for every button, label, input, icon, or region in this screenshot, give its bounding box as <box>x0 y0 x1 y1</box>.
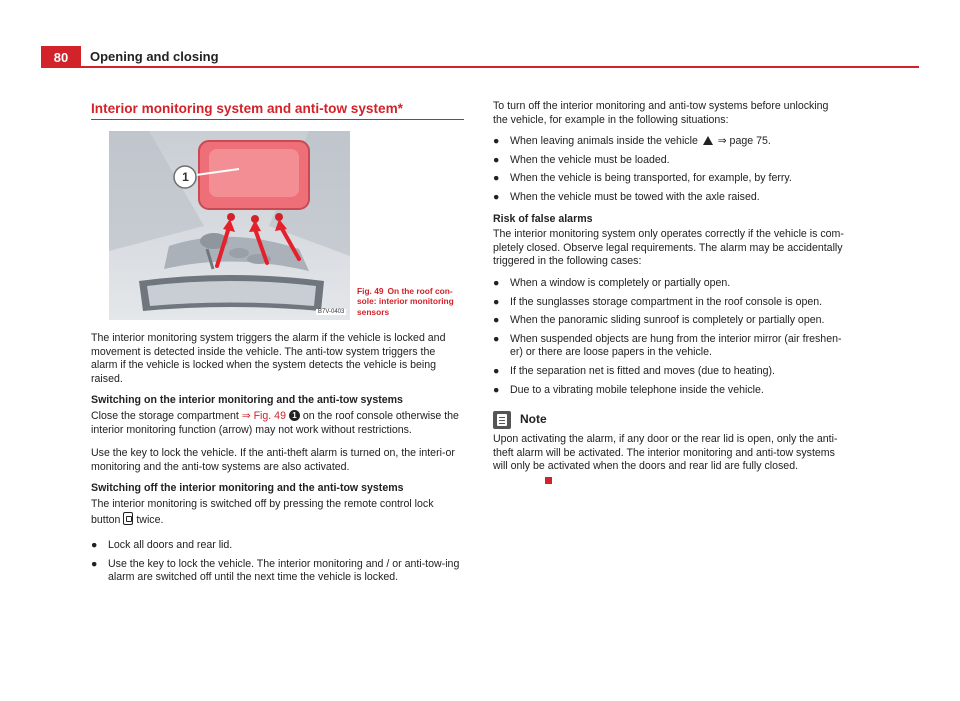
chapter-title: Opening and closing <box>90 49 219 64</box>
list-item <box>493 277 845 291</box>
text-span: The interior monitoring is switched off by pressing the remote control lock button <box>91 497 434 526</box>
list-item <box>91 539 464 553</box>
intro-paragraph: The interior monitoring system triggers the alarm if the vehicle is locked and movement is detected inside the vehicle. The anti-tow system triggers the alarm if the vehicle is locked when the system detects the vehicle is being raised. <box>91 332 446 385</box>
left-column <box>91 332 464 590</box>
right-column <box>493 100 845 495</box>
section-rule <box>91 119 464 120</box>
bullet-dot: ● <box>493 172 500 185</box>
note-text: Upon activating the alarm, if any door or the rear lid is open, only the anti-theft alarm will be activated. The interior monitoring and anti-tow systems will only be activated when the doors and rear lid are fully closed. <box>493 433 838 473</box>
page-number: 80 <box>41 46 81 68</box>
roof-console-illustration <box>109 131 350 320</box>
note-paragraph <box>493 433 845 487</box>
bullet-dot: ● <box>91 539 98 552</box>
bullet-dot: ● <box>91 557 98 570</box>
right-intro: To turn off the interior monitoring and anti-tow systems before unlocking the vehicle, for example in the following situations: <box>493 100 829 126</box>
figure-link[interactable]: ⇒ Fig. 49 <box>241 409 286 422</box>
text-span: twice. <box>133 513 164 526</box>
section-title: Interior monitoring system and anti-tow system* <box>91 101 403 116</box>
lock-button-icon <box>123 512 133 525</box>
list-item-text: When the vehicle must be loaded. <box>510 153 670 166</box>
note-icon <box>493 411 511 429</box>
switch-off-heading: Switching off the interior monitoring and the anti-tow systems <box>91 482 404 495</box>
list-item-text: When the panoramic sliding sunroof is completely or partially open. <box>510 314 825 327</box>
switch-on-heading: Switching on the interior monitoring and the anti-tow systems <box>91 394 403 407</box>
bullet-dot: ● <box>493 332 500 345</box>
switch-on-paragraph-1 <box>91 410 464 437</box>
list-item <box>493 384 845 398</box>
bullet-dot: ● <box>493 295 500 308</box>
bullet-dot: ● <box>493 153 500 166</box>
list-item <box>91 558 464 585</box>
list-item-text: When suspended objects are hung from the interior mirror (air freshen-er) or there are loose papers in the vehicle. <box>510 332 842 359</box>
warning-icon <box>703 136 713 145</box>
note-title: Note <box>520 412 547 427</box>
list-item-text: When the vehicle is being transported, for example, by ferry. <box>510 172 792 185</box>
list-item <box>493 314 845 328</box>
page-link[interactable]: ⇒ page 75. <box>714 135 771 148</box>
figure-caption <box>357 286 467 317</box>
figure-caption-text: On the roof con-sole: interior monitoring sensors <box>357 286 454 317</box>
list-item <box>493 172 845 186</box>
list-item-text: When a window is completely or partially open. <box>510 276 731 289</box>
list-item-text: If the sunglasses storage compartment in the roof console is open. <box>510 295 823 308</box>
callout-1: 1 <box>182 170 189 184</box>
bullet-dot: ● <box>493 135 500 148</box>
end-marker-icon <box>545 477 552 484</box>
figure-number: Fig. 49 <box>357 286 384 296</box>
list-item-text: Use the key to lock the vehicle. The interior monitoring and / or anti-tow-ing alarm are switched off until the next time the vehicle is locked. <box>108 557 460 584</box>
bullet-dot: ● <box>493 276 500 289</box>
figure-code: B7V-0403 <box>318 309 345 315</box>
roof-console-figure <box>109 131 350 320</box>
bullet-dot: ● <box>493 364 500 377</box>
switch-on-paragraph-2: Use the key to lock the vehicle. If the anti-theft alarm is turned on, the interi-or monitoring and the anti-tow systems are also activated. <box>91 447 455 473</box>
bullet-dot: ● <box>493 383 500 396</box>
list-item-text: When the vehicle must be towed with the axle raised. <box>510 190 760 203</box>
list-item <box>493 135 845 149</box>
list-item-text: Lock all doors and rear lid. <box>108 539 233 552</box>
list-item-text: When leaving animals inside the vehicle <box>510 135 701 148</box>
callout-number: 1 <box>289 410 300 421</box>
list-item <box>493 154 845 168</box>
list-item <box>493 365 845 379</box>
list-item-text: Due to a vibrating mobile telephone inside the vehicle. <box>510 383 764 396</box>
list-item <box>493 333 845 360</box>
text-span: on the roof console otherwise the interior monitoring function (arrow) may not work without restrictions. <box>91 409 459 436</box>
header-rule <box>81 66 919 68</box>
list-item <box>493 191 845 205</box>
bullet-dot: ● <box>493 190 500 203</box>
bullet-dot: ● <box>493 314 500 327</box>
false-alarm-paragraph: The interior monitoring system only operates correctly if the vehicle is com-pletely closed. Observe legal requirements. The alarm may be accidentally triggered in the following cases: <box>493 228 844 268</box>
switch-off-paragraph <box>91 498 464 527</box>
text-span: Close the storage compartment <box>91 409 242 422</box>
note-header <box>493 411 845 429</box>
false-alarm-heading: Risk of false alarms <box>493 212 593 225</box>
list-item <box>493 296 845 310</box>
list-item-text: If the separation net is fitted and moves (due to heating). <box>510 364 776 377</box>
